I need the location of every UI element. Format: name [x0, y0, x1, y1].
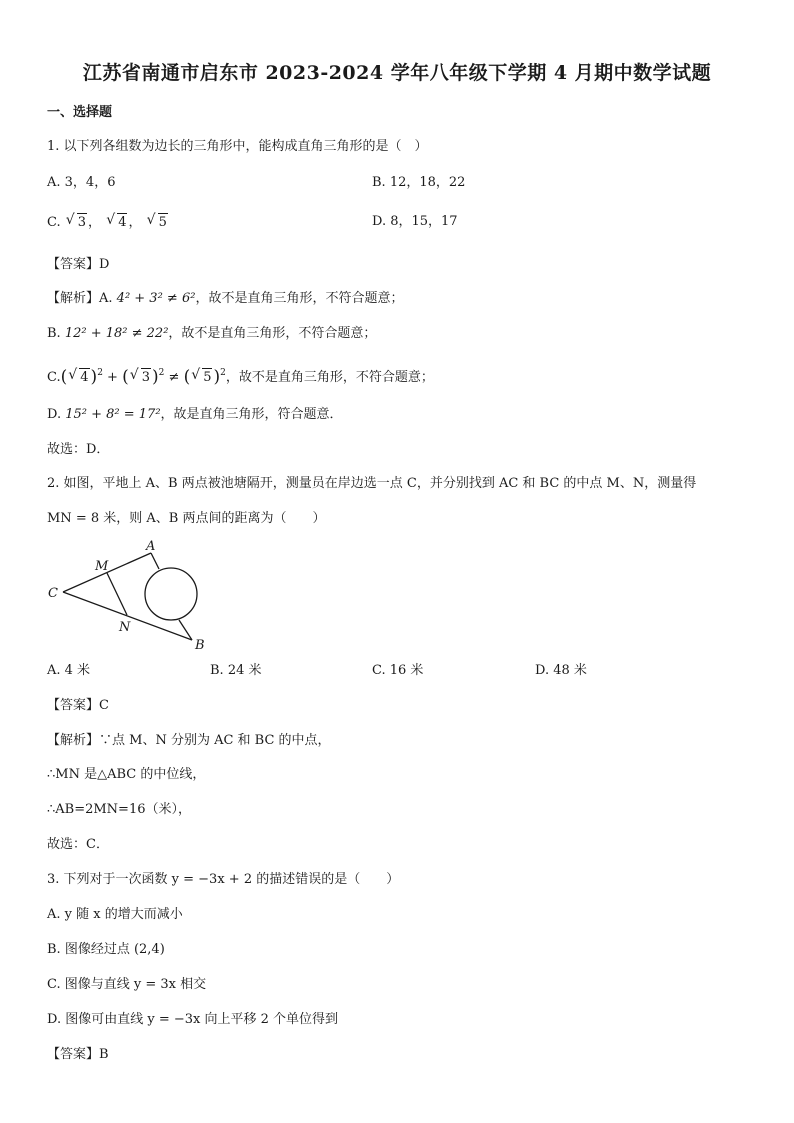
- q1-option-c-root3: 5: [158, 215, 167, 230]
- q1-option-c-root2: 4: [118, 215, 127, 230]
- label-b: B: [195, 638, 205, 653]
- q1-explanation-a: [47, 290, 403, 308]
- label-m: M: [95, 559, 109, 574]
- q3-answer: 【答案】B: [47, 1047, 109, 1062]
- segment-a-pond: [151, 553, 159, 569]
- exp-b-prefix: B.: [47, 326, 65, 341]
- q3-option-c: C. 图像与直线 y = 3x 相交: [47, 977, 207, 992]
- exp-c-root-4: 4: [80, 370, 89, 385]
- exp-c-text: ，故不是直角三角形，不符合题意；: [225, 370, 434, 385]
- q1-explanation-d: [47, 406, 343, 424]
- q2-explanation-3: ∴AB=2MN=16（米），: [47, 802, 191, 817]
- q2-explanation-1: 【解析】∵点 M、N 分别为 AC 和 BC 的中点，: [47, 733, 331, 748]
- q2-choose: 故选：C．: [47, 837, 109, 852]
- q3-option-a: A. y 随 x 的增大而减小: [47, 907, 183, 922]
- pond-circle: [145, 568, 197, 620]
- q2-explanation-2: ∴MN 是△ABC 的中位线，: [47, 767, 206, 782]
- exp-d-prefix: D.: [47, 407, 66, 422]
- exp-c-prefix: C.: [47, 370, 61, 385]
- q1-explanation-b: [47, 325, 376, 343]
- q1-option-d: D. 8，15，17: [372, 214, 458, 229]
- q1-option-a: A. 3，4，6: [47, 175, 116, 190]
- q1-explanation-c: C.( √ 4 )$^2$ + ( √ 3 )$^2$ ≠ ( √ 5 )$^2$，故不是直角三角形，不符合题意；: [47, 367, 434, 387]
- exp-a-text: ，故不是直角三角形，不符合题意；: [195, 291, 404, 306]
- q1-option-c: C. √ 3 ， √ 4 ， √ 5: [47, 212, 167, 230]
- q2-option-b: B. 24 米: [210, 663, 262, 678]
- q1-option-c-prefix: C.: [47, 215, 61, 230]
- q2-option-d: D. 48 米: [535, 663, 587, 678]
- q3-option-b: B. 图像经过点 (2,4): [47, 942, 165, 957]
- q3-stem: 3. 下列对于一次函数 y = −3x + 2 的描述错误的是（ ）: [47, 872, 400, 887]
- pond-figure: [40, 536, 240, 656]
- q2-answer: 【答案】C: [47, 698, 109, 713]
- exp-d-math: 15² + 8² = 17²: [65, 407, 161, 422]
- q1-answer: 【答案】D: [47, 257, 110, 272]
- q1-option-b: B. 12，18，22: [372, 175, 466, 190]
- q1-option-c-root1: 3: [77, 215, 87, 230]
- q3-option-d: D. 图像可由直线 y = −3x 向上平移 2 个单位得到: [47, 1012, 339, 1027]
- q2-stem-line1: 2. 如图，平地上 A、B 两点被池塘隔开，测量员在岸边选一点 C，并分别找到 AC 和 BC 的中点 M、N，测量得: [47, 476, 697, 491]
- exp-a-prefix: A.: [99, 291, 117, 306]
- label-a: A: [146, 539, 156, 554]
- label-n: N: [119, 620, 131, 635]
- exp-a-math: 4² + 3² ≠ 6²: [116, 291, 196, 306]
- exp-b-text: ，故不是直角三角形，不符合题意；: [168, 326, 377, 341]
- label-c: C: [48, 586, 58, 601]
- exp-c-root-3: 3: [141, 370, 151, 385]
- q2-stem-line2: MN = 8 米，则 A、B 两点间的距离为（ ）: [47, 511, 326, 526]
- segment-mn: [107, 573, 127, 615]
- q2-option-c: C. 16 米: [372, 663, 424, 678]
- explanation-label: 【解析】: [47, 291, 100, 306]
- exp-d-text: ，故是直角三角形，符合题意．: [160, 407, 343, 422]
- exp-b-math: 12² + 18² ≠ 22²: [64, 326, 169, 341]
- q1-stem: 1. 以下列各组数为边长的三角形中，能构成直角三角形的是（ ）: [47, 139, 428, 154]
- q2-option-a: A. 4 米: [47, 663, 91, 678]
- exp-c-root-5: 5: [203, 370, 212, 385]
- page-title: 江苏省南通市启东市 2023-2024 学年八年级下学期 4 月期中数学试题: [82, 62, 712, 84]
- section-heading: 一、选择题: [47, 105, 113, 120]
- q1-choose: 故选：D．: [47, 442, 110, 457]
